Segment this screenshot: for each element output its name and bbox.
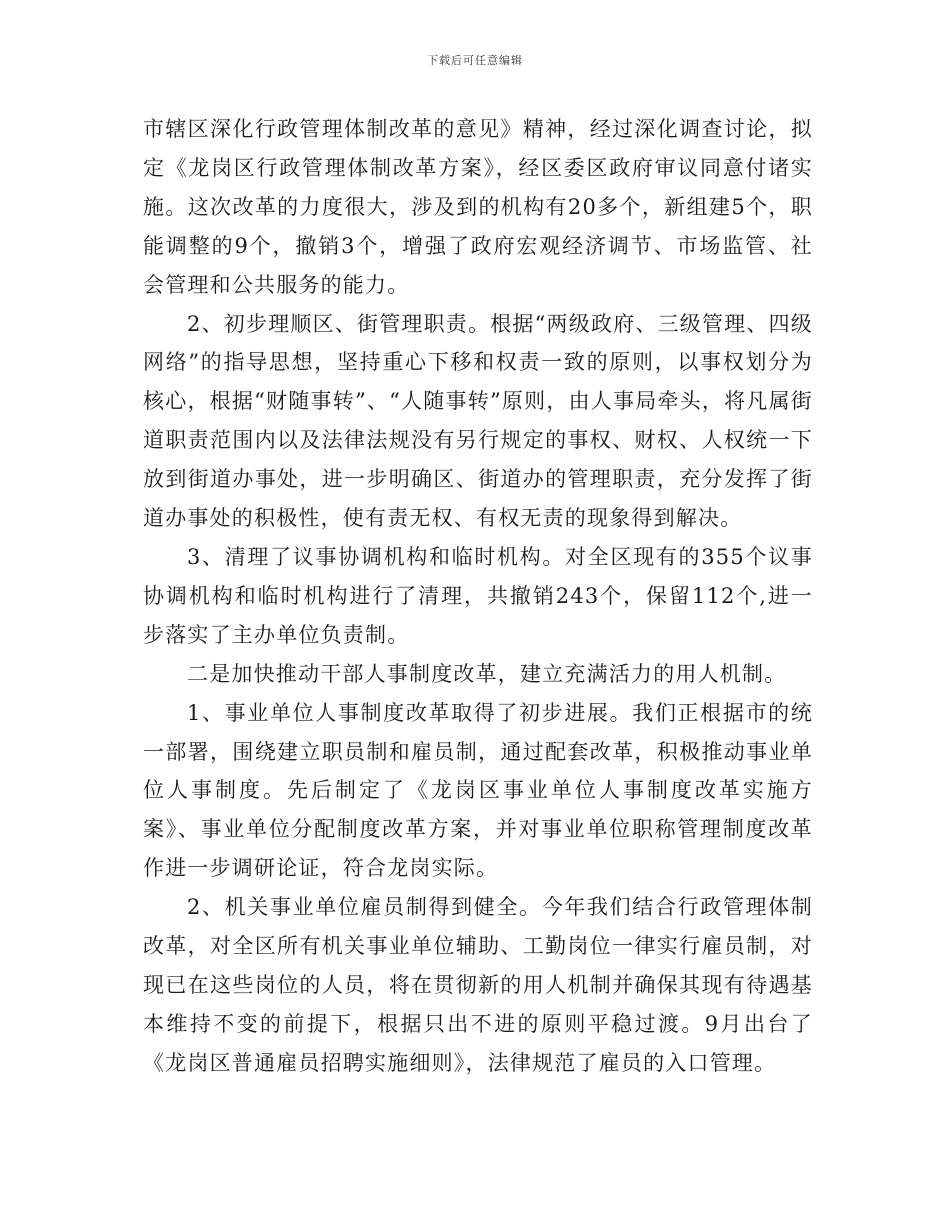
paragraph-continued: 市辖区深化行政管理体制改革的意见》精神，经过深化调查讨论，拟定《龙岗区行政管理体制改革方案》，经区委区政府审议同意付诸实施。这次改革的力度很大，涉及到的机构有20多个，新组建5个，职能调整的9个，撤销3个，增强了政府宏观经济调节、市场监管、社会管理和公共服务的能力。 (143, 117, 813, 297)
document-body (143, 110, 813, 1083)
paragraph-item-2: 2、初步理顺区、街管理职责。根据“两级政府、三级管理、四级网络”的指导思想，坚持重心下移和权责一致的原则，以事权划分为核心，根据“财随事转”、“人随事转”原则，由人事局牵头，将凡属街道职责范围内以及法律法规没有另行规定的事权、财权、人权统一下放到街道办事处，进一步明确区、街道办的管理职责，充分发挥了街道办事处的积极性，使有责无权、有权无责的现象得到解决。 (143, 311, 813, 531)
paragraph-item-2b: 2、机关事业单位雇员制得到健全。今年我们结合行政管理体制改革，对全区所有机关事业单位辅助、工勤岗位一律实行雇员制，对现已在这些岗位的人员，将在贯彻新的用人机制并确保其现有待遇基本维持不变的前提下，根据只出不进的原则平稳过渡。9月出台了《龙岗区普通雇员招聘实施细则》，法律规范了雇员的入口管理。 (143, 895, 813, 1075)
paragraph-section-heading: 二是加快推动干部人事制度改革，建立充满活力的用人机制。 (187, 661, 787, 686)
paragraph-item-3: 3、清理了议事协调机构和临时机构。对全区现有的355个议事协调机构和临时机构进行了清理，共撤销243个，保留112个,进一步落实了主办单位负责制。 (143, 544, 813, 647)
page-header: 下载后可任意编辑 (427, 54, 523, 67)
paragraph-item-1: 1、事业单位人事制度改革取得了初步进展。我们正根据市的统一部署，围绕建立职员制和雇员制，通过配套改革，积极推动事业单位人事制度。先后制定了《龙岗区事业单位人事制度改革实施方案》、事业单位分配制度改革方案，并对事业单位职称管理制度改革作进一步调研论证，符合龙岗实际。 (143, 700, 813, 881)
